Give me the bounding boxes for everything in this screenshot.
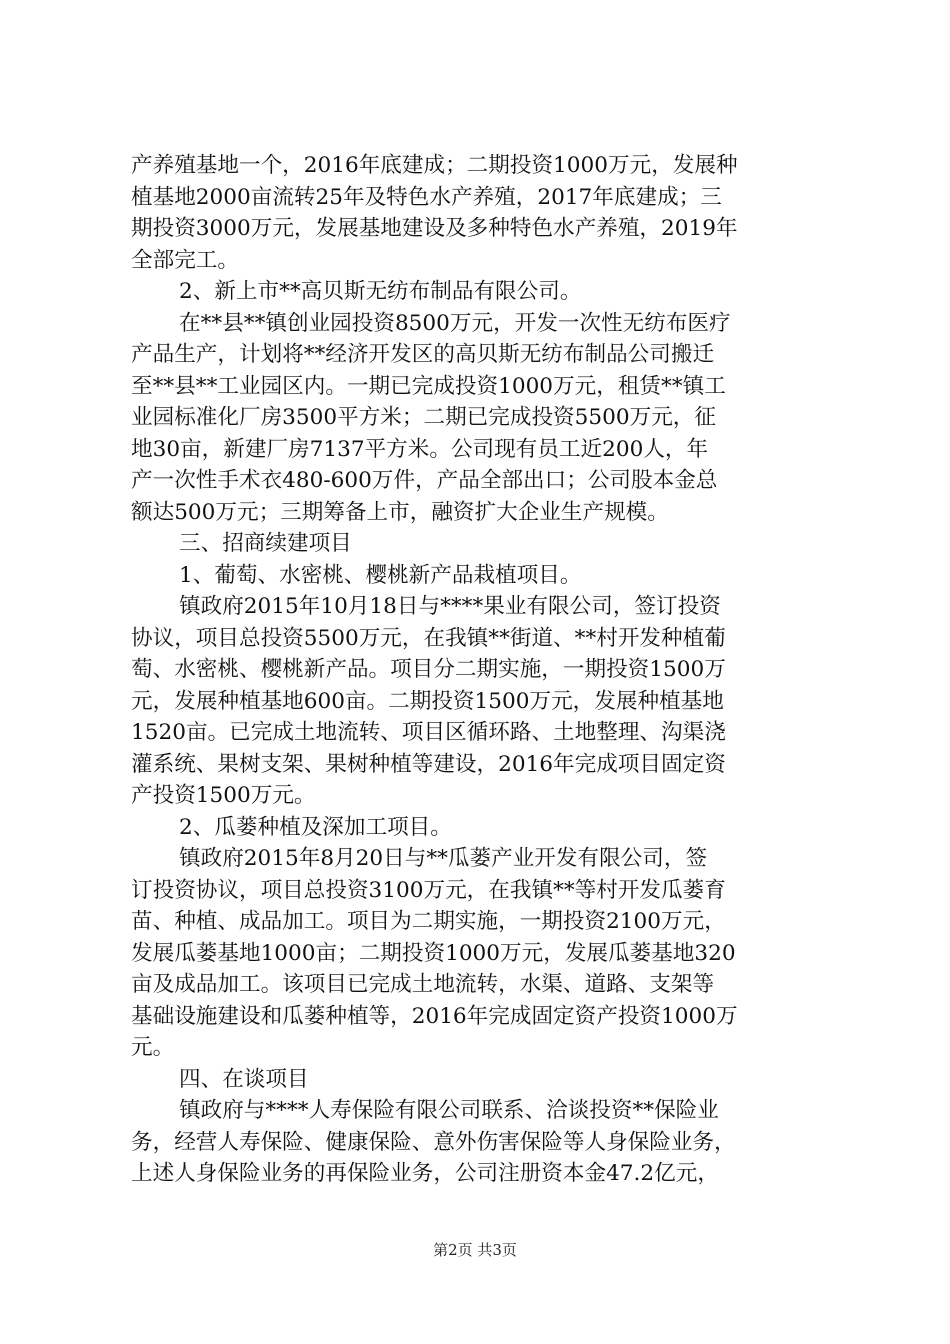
text-line: 业园标准化厂房3500平方米；二期已完成投资5500万元，征 xyxy=(131,405,716,430)
text-line: 1、葡萄、水密桃、樱桃新产品栽植项目。 xyxy=(179,562,582,588)
text-line: 2、新上市**高贝斯无纺布制品有限公司。 xyxy=(179,279,582,304)
text-line: 产养殖基地一个，2016年底建成；二期投资1000万元，发展种 xyxy=(131,153,738,178)
text-line: 2、瓜蒌种植及深加工项目。 xyxy=(179,814,452,840)
text-line: 基础设施建设和瓜蒌种植等，2016年完成固定资产投资1000万 xyxy=(131,1003,738,1029)
text-line: 元，发展种植基地600亩。二期投资1500万元，发展种植基地 xyxy=(131,688,724,714)
text-line: 镇政府与****人寿保险有限公司联系、洽谈投资**保险业 xyxy=(179,1098,719,1123)
text-line: 全部完工。 xyxy=(131,247,239,273)
text-line: 产一次性手术衣480-600万件，产品全部出口；公司股本金总 xyxy=(131,468,718,493)
text-line: 四、在谈项目 xyxy=(179,1066,309,1092)
text-line: 镇政府2015年10月18日与****果业有限公司，签订投资 xyxy=(179,594,721,619)
text-line: 镇政府2015年8月20日与**瓜蒌产业开发有限公司，签 xyxy=(179,846,708,871)
text-line: 订投资协议，项目总投资3100万元，在我镇**等村开发瓜蒌育 xyxy=(131,877,726,903)
text-line: 萄、水密桃、樱桃新产品。项目分二期实施，一期投资1500万 xyxy=(131,657,726,682)
text-line: 产投资1500万元。 xyxy=(131,783,316,808)
text-line: 协议，项目总投资5500万元，在我镇**街道、**村开发种植葡 xyxy=(131,625,726,651)
page-footer: 第2页 共3页 xyxy=(433,1241,517,1259)
text-line: 灌系统、果树支架、果树种植等建设，2016年完成项目固定资 xyxy=(131,751,726,777)
text-line: 期投资3000万元，发展基地建设及多种特色水产养殖，2019年 xyxy=(131,216,738,241)
text-line: 1520亩。已完成土地流转、项目区循环路、土地整理、沟渠浇 xyxy=(131,720,726,745)
text-line: 元。 xyxy=(131,1035,175,1060)
text-line: 发展瓜蒌基地1000亩；二期投资1000万元，发展瓜蒌基地320 xyxy=(131,940,736,966)
text-line: 额达500万元；三期筹备上市，融资扩大企业生产规模。 xyxy=(131,499,669,525)
text-line: 至**县**工业园区内。一期已完成投资1000万元，租赁**镇工 xyxy=(131,373,726,399)
text-line: 产品生产，计划将**经济开发区的高贝斯无纺布制品公司搬迁 xyxy=(131,342,715,367)
text-line: 三、招商续建项目 xyxy=(179,531,352,556)
text-line: 务，经营人寿保险、健康保险、意外伤害保险等人身保险业务， xyxy=(131,1129,736,1155)
text-line: 地30亩，新建厂房7137平方米。公司现有员工近200人，年 xyxy=(131,436,709,462)
text-line: 在**县**镇创业园投资8500万元，开发一次性无纺布医疗 xyxy=(179,310,731,336)
text-line: 苗、种植、成品加工。项目为二期实施，一期投资2100万元， xyxy=(131,909,726,934)
text-line: 上述人身保险业务的再保险业务，公司注册资本金47.2亿元， xyxy=(131,1161,719,1186)
text-line: 亩及成品加工。该项目已完成土地流转，水渠、道路、支架等 xyxy=(131,972,715,997)
text-line: 植基地2000亩流转25年及特色水产养殖，2017年底建成；三 xyxy=(131,184,722,210)
document-body xyxy=(131,150,833,1190)
